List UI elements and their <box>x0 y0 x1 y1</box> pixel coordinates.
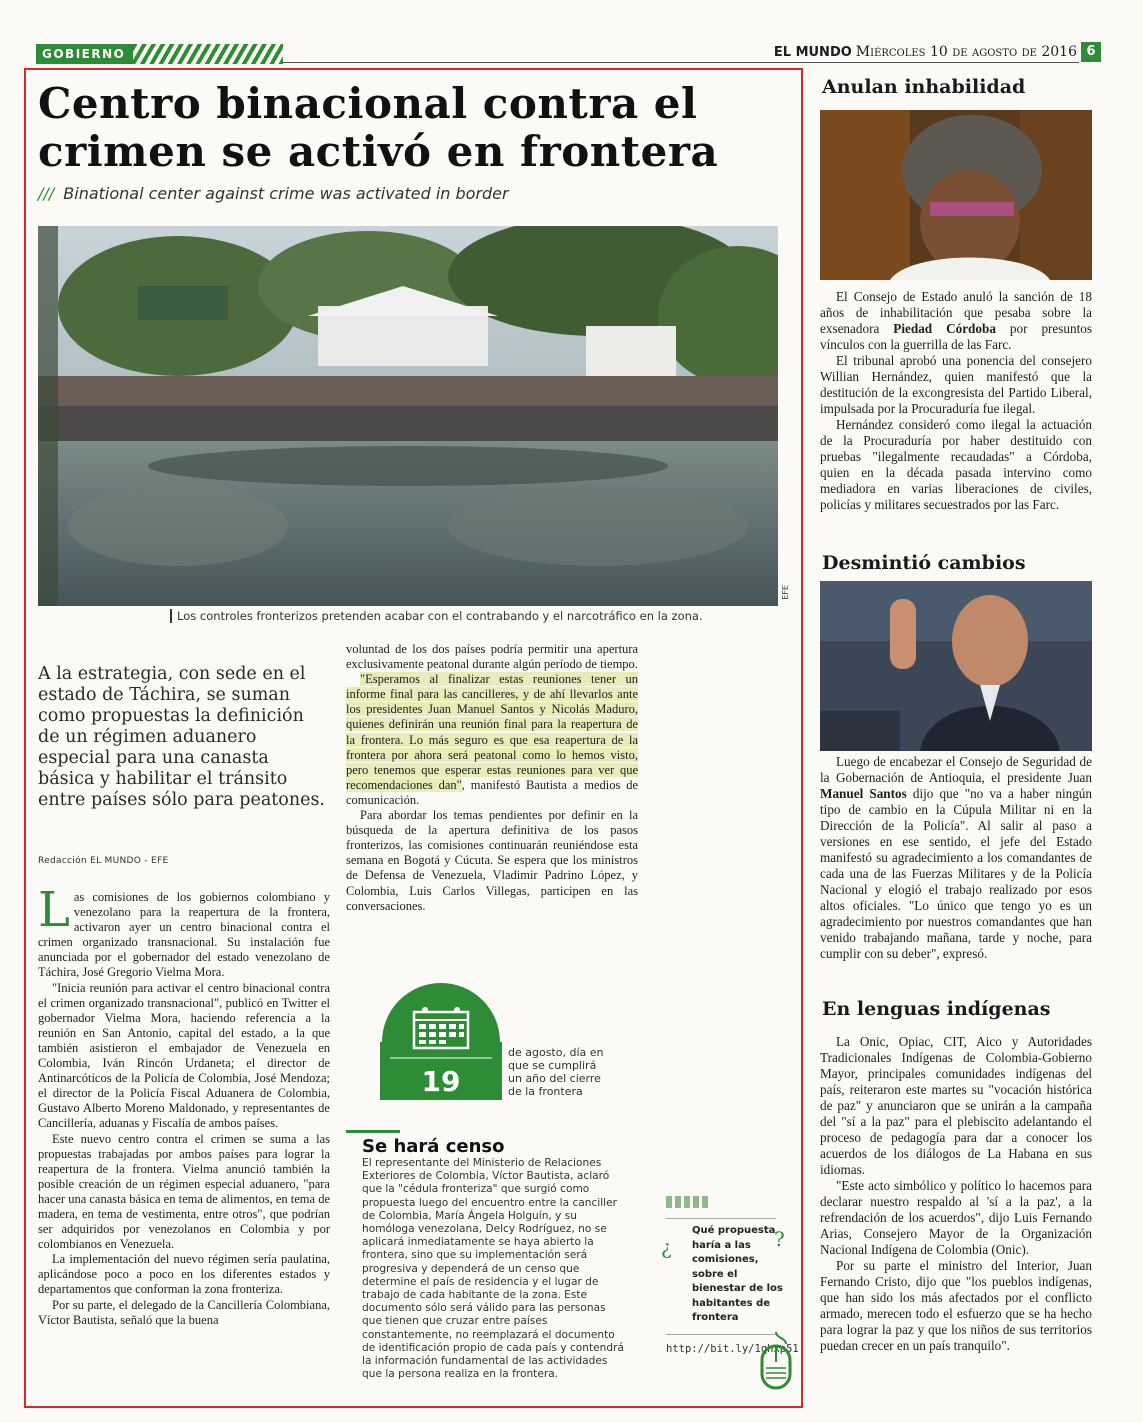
paper-name: EL MUNDO <box>773 45 852 60</box>
sidebar-paragraph: "Este acto simbólico y político lo hacemos para declarar nuestro respaldo al 'sí a la paz', a la refrendación de los acuerdos", dijo Luis Fernando Arias, Consejero Mayor de la Organización Nacional Indígena de Colombia (Onic). <box>820 1178 1092 1257</box>
article-column-2 <box>346 642 638 914</box>
sidebar-paragraph: La Onic, Opiac, CIT, Aico y Autoridades Tradicionales Indígenas de Colombia-Gobierno Mayor, principales comunidades indígenas del país, reiteraron este martes su "vocación histórica de paz" y anunciaron que se unirán a la campaña del "sí a la paz" para el plebiscito adelantando el proceso de pedagogía para dar a conocer los acuerdos de los diálogos de La Habana en sus idiomas. <box>820 1034 1092 1177</box>
photo-credit: EFE <box>781 585 790 600</box>
censo-title: Se hará censo <box>362 1136 505 1157</box>
header-rule <box>283 62 1079 63</box>
sidebar-paragraph: El tribunal aprobó una ponencia del consejero Willian Hernández, quien manifestó que la destitución de la excongresista del Partido Liberal, impulsada por la Procuraduría fue ilegal. <box>820 353 1092 416</box>
section-tag <box>36 44 283 64</box>
censo-body: El representante del Ministerio de Relaciones Exteriores de Colombia, Víctor Bautista, aclaró que la "cédula fronteriza" que surgió como propuesta luego del encuentro entre la canciller de Colombia, María Ángela Holguín, y su homóloga venezolana, Delcy Rodríguez, no se aplicará inmediatamente se haya abierto la frontera, sino que su implementación será progresiva y dependerá de un censo que determine el país de residencia y el lugar de trabajo de cada habitante de la zona. Este documento sólo será válido para las personas que tienen que cruzar entre países constantemente, no reemplazará el documento de identificación propio de cada país y contendrá la información fundamental de las actividades que la persona realiza en la frontera. <box>362 1157 624 1381</box>
question-link[interactable]: http://bit.ly/1qhxp51 <box>666 1343 799 1355</box>
mouse-icon <box>756 1332 796 1390</box>
highlighted-quote: "Esperamos al finalizar estas reuniones tener un informe final para las cancilleres, y de ahí llevarlos ante los presidentes Juan Manuel Santos y Nicolás Maduro, quienes definirán una reunión final para la reapertura de la frontera. Lo más seguro es que esa reapertura de la frontera por ahora será peatonal como lo hemos visto, pero tenemos que esperar estas reuniones para ver que recomendaciones dan" <box>346 672 638 792</box>
article-paragraph: La implementación del nuevo régimen sería paulatina, aplicándose poco a poco en los diferentes estados y departamentos que conforman la zona fronteriza. <box>38 1252 330 1297</box>
headline-line-1: Centro binacional contra el <box>38 79 698 128</box>
reader-question-box <box>660 1196 799 1392</box>
article-paragraph <box>38 882 330 981</box>
border-crossing-photo <box>38 226 778 606</box>
article-subtitle <box>38 184 509 203</box>
question-text: Qué propuesta haría a las comisiones, sobre el bienestar de los habitantes de frontera <box>692 1225 783 1323</box>
santos-photo <box>820 581 1092 751</box>
article-headline <box>38 80 758 176</box>
question-close-mark: ? <box>774 1227 785 1251</box>
sidebar-bold-name: Piedad Córdoba <box>893 321 996 336</box>
section-label: GOBIERNO <box>36 44 133 64</box>
article-lede: A la estrategia, con sede en el estado de Táchira, se suman como propuestas la definición de un régimen aduanero especial para una canasta básica y habilitar el tránsito entre países sólo para peatones. <box>38 664 325 810</box>
article-paragraph <box>346 672 638 808</box>
issue-date: Miércoles 10 de agosto de 2016 <box>855 44 1077 60</box>
infographic-number: 19 <box>421 1065 461 1098</box>
page-number: 6 <box>1081 42 1101 62</box>
headline-line-2: crimen se activó en frontera <box>38 127 719 176</box>
drop-cap: L <box>38 882 70 938</box>
article-column-1 <box>38 882 330 1328</box>
censo-rule <box>346 1130 400 1133</box>
article-paragraph: Por su parte, el delegado de la Cancillería Colombiana, Víctor Bautista, señaló que la buena <box>38 1297 330 1327</box>
article-byline: Redacción EL MUNDO - EFE <box>38 856 169 866</box>
article-paragraph: Para abordar los temas pendientes por definir en la búsqueda de la apertura definitiva de los pasos fronterizos, las comisiones continuarán reuniéndose esta semana en Bogotá y Cúcuta. Se espera que los ministros de Defensa de Venezuela, Vladimir Padrino López, y Colombia, Luis Carlos Villegas, participen en las conversaciones. <box>346 808 638 913</box>
article-paragraph: "Inicia reunión para activar el centro binacional contra el crimen organizado transnacional", publicó en Twitter el gobernador Vielma Mora, haciendo referencia a la reunión en San Antonio, capital del estado, a la que también asistieron el embajador de Venezuela en Colombia, Iván Rincón Urdaneta; el director de Antinarcóticos de la Policía de Colombia, José Mendoza; el director de la Policía Fiscal Aduanera de Colombia, Gustavo Alberto Moreno Maldonado, y representantes de Cancillería, aduanas y Fiscalía de ambos países. <box>38 980 330 1131</box>
cordoba-photo <box>820 110 1092 280</box>
sidebar-paragraph: Por su parte el ministro del Interior, Juan Fernando Cristo, dijo que "los pueblos indígenas, que han sido los más afectados por el conflicto armado, merecen todo el esfuerzo que se ha hecho para lograr la paz y que los niños de sus territorios puedan crecer en un país tranquilo". <box>820 1258 1092 1353</box>
sidebar-1-body <box>820 289 1092 513</box>
sidebar-3-body <box>820 1034 1092 1354</box>
article-paragraph: Este nuevo centro contra el crimen se suma a las propuestas trabajadas por ambos países para lograr la reapertura de la frontera. Vielma anunció también la posible creación de un régimen especial aduanero, "para hacer una canasta básica en tema de alimentos, en tema de madera, en tema de vestimenta, entre otros", que podrían ser adquiridos por venezolanos en Colombia y por colombianos en Venezuela. <box>38 1131 330 1252</box>
section-stripes <box>133 44 283 64</box>
infographic-text: de agosto, día en que se cumplirá un año del cierre de la frontera <box>508 1046 604 1098</box>
question-open-mark: ¿ <box>661 1235 672 1259</box>
quote-attribution: , manifestó Bautista a medios de comunicación. <box>346 777 638 807</box>
sidebar-bold-name: Manuel Santos <box>820 786 907 801</box>
sidebar-3-title: En lenguas indígenas <box>822 998 1051 1020</box>
sidebar-2-body <box>820 754 1092 962</box>
subtitle-text: Binational center against crime was activated in border <box>63 184 509 203</box>
sidebar-text: Luego de encabezar el Consejo de Seguridad de la Gobernación de Antioquia, el presidente Juan <box>820 754 1092 785</box>
sidebar-paragraph: Hernández consideró como ilegal la actuación de la Procuraduría por haber destituido con pruebas "ilegalmente recaudadas" a Córdoba, quien en la década pasada intervino como mediadora en varias liberaciones de civiles, policías y militares secuestrados por las Farc. <box>820 417 1092 512</box>
sidebar-paragraph <box>820 754 1092 962</box>
sidebar-1-title: Anulan inhabilidad <box>822 76 1026 98</box>
calendar-infographic <box>380 980 502 1100</box>
question-rule <box>666 1218 776 1219</box>
sidebar-text: dijo que "no va a haber ningún tipo de cambio en la Cúpula Militar ni en la Dirección de la Policía". Al salir al paso a versiones en ese sentido, el jefe del Estado manifestó su agradecimiento a los comandantes de cada una de las Fuerzas Militares y de la Policía Nacional y elogió el trabajo realizado por esos altos oficiales. "Lo único que tengo yo es un agradecimiento por nuestros comandantes que han venido trabajando mañana, tarde y noche, para cumplir con su deber", expresó. <box>820 786 1092 961</box>
sidebar-text: El Consejo de Estado anuló la sanción de 18 años de inhabilitación que pesaba sobre la exsenadora <box>820 289 1092 336</box>
sidebar-2-title: Desmintió cambios <box>822 552 1026 574</box>
photo-caption: Los controles fronterizos pretenden acabar con el contrabando y el narcotráfico en la zona. <box>170 609 703 623</box>
article-paragraph: voluntad de los dos países podría permitir una apertura exclusivamente peatonal durante algún período de tiempo. <box>346 642 638 672</box>
sidebar-text: por presuntos vínculos con la guerrilla de las Farc. <box>820 321 1092 352</box>
paragraph-text: as comisiones de los gobiernos colombiano y venezolano para la reapertura de la frontera, activaron ayer un centro binacional contra el crimen organizado transnacional. Su instalación fue anunciada por el gobernador del estado venezolano de Táchira, José Gregorio Vielma Mora. <box>38 890 330 980</box>
masthead <box>774 44 1077 60</box>
question-bars <box>666 1196 710 1208</box>
subtitle-slashes: /// <box>38 184 55 203</box>
sidebar-paragraph <box>820 289 1092 353</box>
